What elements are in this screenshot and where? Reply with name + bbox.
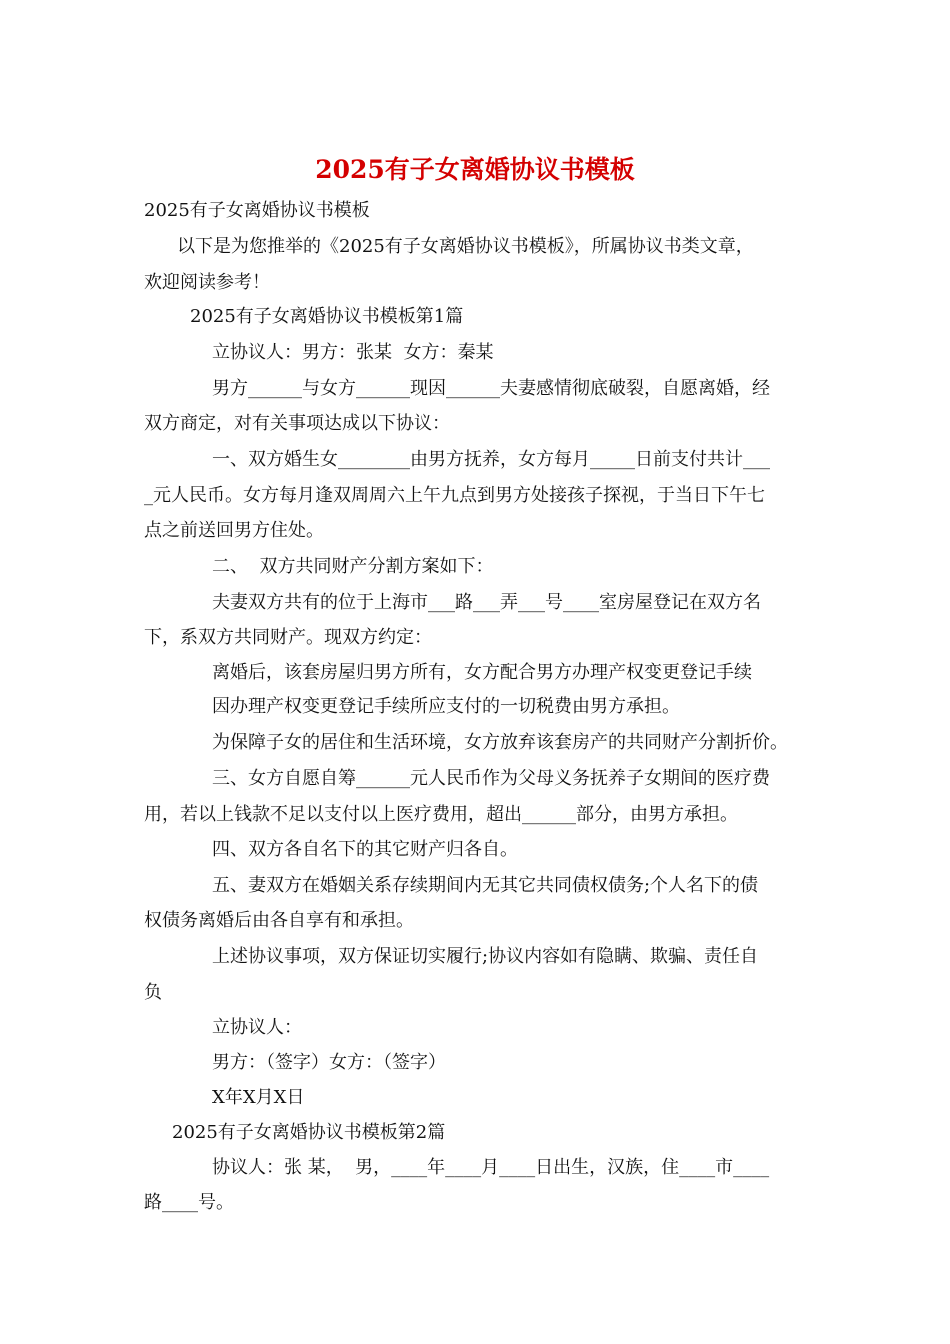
text-line: 离婚后，该套房屋归男方所有，女方配合男方办理产权变更登记手续: [212, 662, 752, 683]
text-line: 用，若以上钱款不足以支付以上医疗费用，超出______部分，由男方承担。: [144, 804, 738, 825]
text-line: 上述协议事项，双方保证切实履行;协议内容如有隐瞒、欺骗、责任自: [212, 946, 759, 967]
text-line: 权债务离婚后由各自享有和承担。: [144, 910, 414, 931]
text-line: 男方______与女方______现因______夫妻感情彻底破裂，自愿离婚，经: [212, 378, 770, 399]
document-title: 2025有子女离婚协议书模板: [315, 155, 635, 184]
text-line: 点之前送回男方住处。: [144, 520, 324, 541]
text-line: 五、妻双方在婚姻关系存续期间内无其它共同债权债务;个人名下的债: [212, 875, 759, 896]
text-line: _元人民币。女方每月逢双周周六上午九点到男方处接孩子探视，于当日下午七: [144, 485, 765, 506]
text-line: 2025有子女离婚协议书模板: [144, 200, 370, 221]
text-line: 为保障子女的居住和生活环境，女方放弃该套房产的共同财产分割折价。: [212, 732, 788, 753]
text-line: 双方商定，对有关事项达成以下协议：: [144, 413, 450, 434]
section-heading-2: 2025有子女离婚协议书模板第2篇: [172, 1122, 446, 1143]
date-line: X年X月X日: [212, 1087, 305, 1108]
text-line: 三、女方自愿自筹______元人民币作为父母义务抚养子女期间的医疗费: [212, 768, 770, 789]
text-line: 以下是为您推举的《2025有子女离婚协议书模板》，所属协议书类文章，: [177, 236, 754, 257]
text-line: 欢迎阅读参考！: [144, 272, 270, 293]
text-line: 立协议人：男方：张某 女方：秦某: [212, 342, 494, 363]
text-line: 一、双方婚生女________由男方抚养，女方每月_____日前支付共计___: [212, 449, 770, 470]
text-line: 路____号。: [144, 1192, 234, 1213]
text-line: 下，系双方共同财产。现双方约定：: [144, 627, 432, 648]
text-line: 夫妻双方共有的位于上海市___路___弄___号____室房屋登记在双方名: [212, 592, 761, 613]
text-line: 男方：（签字）女方：（签字）: [212, 1052, 446, 1073]
section-heading-1: 2025有子女离婚协议书模板第1篇: [190, 306, 464, 327]
text-line: 二、 双方共同财产分割方案如下：: [212, 556, 494, 577]
text-line: 协议人：张 某， 男，____年____月____日出生，汉族，住____市____: [212, 1157, 770, 1178]
text-line: 四、双方各自名下的其它财产归各自。: [212, 839, 518, 860]
text-line: 因办理产权变更登记手续所应支付的一切税费由男方承担。: [212, 696, 680, 717]
text-line: 立协议人：: [212, 1017, 302, 1038]
text-line: 负: [144, 982, 162, 1003]
